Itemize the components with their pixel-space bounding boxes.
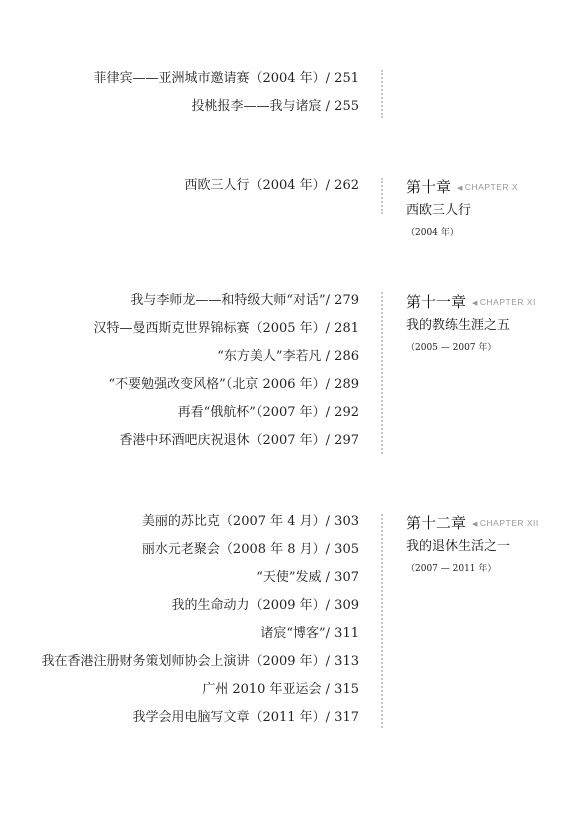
chapter-years: （2004 年） — [406, 228, 459, 238]
toc-entry[interactable]: 我学会用电脑写文章（2011 年）/ 317 — [132, 710, 359, 725]
toc-entry[interactable]: 投桃报李——我与诸宸 / 255 — [191, 99, 359, 114]
dotted-divider — [381, 70, 383, 118]
toc-entries-group-2 — [184, 172, 359, 200]
toc-entry[interactable]: 丽水元老聚会（2008 年 8 月）/ 305 — [141, 542, 359, 557]
toc-entry[interactable]: 广州 2010 年亚运会 / 315 — [202, 682, 359, 697]
toc-entries-group-1 — [93, 65, 359, 121]
toc-entry[interactable]: 再看“俄航杯”（2007 年）/ 292 — [177, 405, 359, 420]
triangle-left-icon: ◀ — [472, 300, 478, 307]
dotted-divider — [381, 514, 383, 728]
chapter-number: 第十二章 — [406, 514, 467, 532]
triangle-left-icon: ◀ — [472, 521, 478, 528]
toc-entry[interactable]: 美丽的苏比克（2007 年 4 月）/ 303 — [141, 514, 359, 529]
toc-entry[interactable]: 我在香港注册财务策划师协会上演讲（2009 年）/ 313 — [41, 654, 359, 669]
triangle-left-icon: ◀ — [457, 185, 463, 192]
toc-entry[interactable]: “东方美人”李若凡 / 286 — [217, 349, 359, 364]
chapter-english-label: ◀ CHAPTER XI — [472, 297, 536, 307]
dotted-divider — [381, 292, 383, 454]
chapter-title: 我的退休生活之一 — [406, 539, 511, 554]
chapter-years: （2007 — 2011 年） — [406, 564, 497, 574]
chapter-title: 我的教练生涯之五 — [406, 318, 511, 333]
toc-entry[interactable]: 我与李师龙——和特级大师“对话”/ 279 — [130, 293, 359, 308]
dotted-divider — [381, 178, 383, 214]
toc-entry[interactable]: 汉特—曼西斯克世界锦标赛（2005 年）/ 281 — [93, 321, 359, 336]
chapter-english-label: ◀ CHAPTER X — [457, 182, 519, 192]
chapter-number: 第十一章 — [406, 293, 467, 311]
toc-entries-group-4 — [41, 508, 359, 732]
toc-entries-group-3 — [93, 287, 359, 455]
toc-entry[interactable]: 菲律宾——亚洲城市邀请赛（2004 年）/ 251 — [93, 71, 359, 86]
toc-entry[interactable]: 诸宸“博客”/ 311 — [260, 626, 359, 641]
chapter-heading-11 — [406, 292, 536, 357]
toc-entry[interactable]: “不要勉强改变风格”（北京 2006 年）/ 289 — [108, 377, 359, 392]
chapter-title: 西欧三人行 — [406, 203, 472, 218]
toc-entry[interactable]: 我的生命动力（2009 年）/ 309 — [171, 598, 359, 613]
chapter-english-label: ◀ CHAPTER XII — [472, 518, 539, 528]
toc-entry[interactable]: 西欧三人行（2004 年）/ 262 — [184, 178, 359, 193]
toc-entry[interactable]: “天使”发威 / 307 — [256, 570, 359, 585]
chapter-heading-12 — [406, 513, 539, 578]
chapter-years: （2005 — 2007 年） — [406, 343, 497, 353]
chapter-heading-10 — [406, 177, 518, 242]
chapter-number: 第十章 — [406, 178, 452, 196]
toc-entry[interactable]: 香港中环酒吧庆祝退休（2007 年）/ 297 — [119, 433, 359, 448]
